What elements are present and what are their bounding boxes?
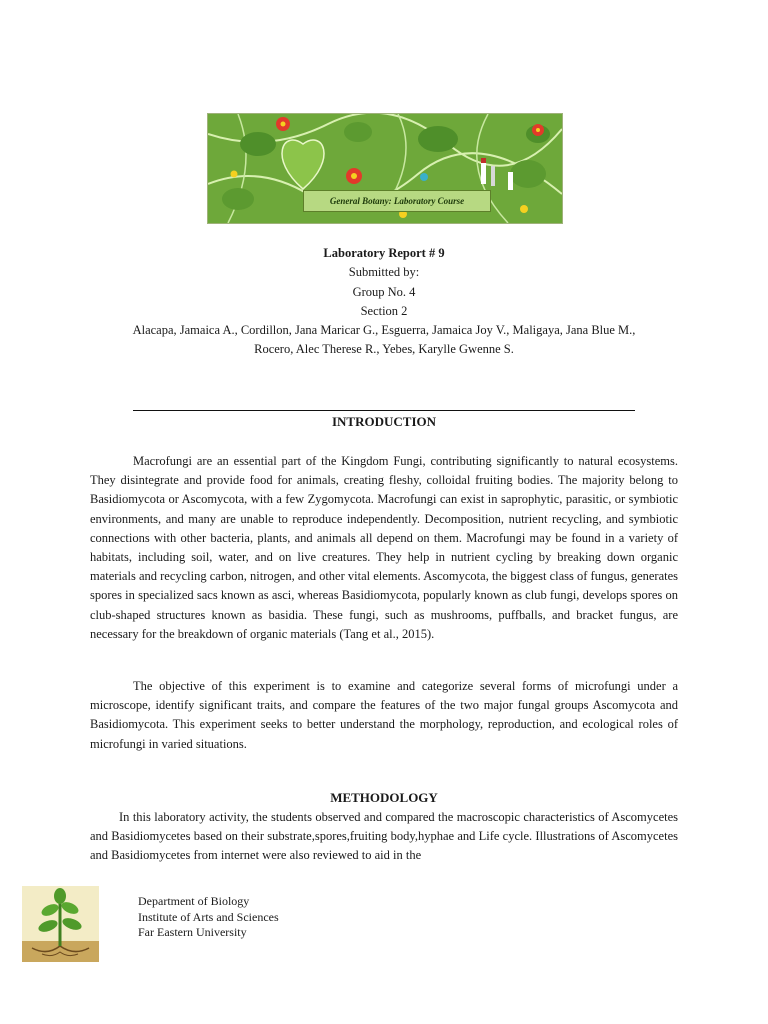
department-name: Department of Biology <box>138 894 250 908</box>
footer-institution <box>138 894 279 941</box>
group-number: Group No. 4 <box>352 284 416 299</box>
introduction-heading: INTRODUCTION <box>331 414 436 429</box>
report-title: Laboratory Report # 9 <box>323 246 445 260</box>
banner-label: General Botany: Laboratory Course <box>303 190 491 212</box>
section-number: Section 2 <box>360 303 408 318</box>
methodology-heading: METHODOLOGY <box>330 790 438 805</box>
university-name: Far Eastern University <box>138 925 247 939</box>
divider-line <box>133 410 635 411</box>
course-banner <box>207 113 563 224</box>
introduction-paragraph-2: The objective of this experiment is to examine and categorize several forms of microfungi under a microscope, identify significant traits, and compare the features of the two major fungal groups Ascomycota and Basidiomycota. This experiment seeks to better understand the morphology, reproduction, and ecological roles of microfungi in varied situations. <box>90 679 678 751</box>
methodology-paragraph-1: In this laboratory activity, the students observed and compared the macroscopic characteristics of Ascomycetes and Basidiomycetes based on their substrate,spores,fruiting body,hyphae and Life cycle. Illustrations of Ascomycetes and Basidiomycetes from internet were also reviewed to aid in the <box>90 810 678 863</box>
institute-name: Institute of Arts and Sciences <box>138 909 279 924</box>
submitted-by: Submitted by: <box>348 265 420 280</box>
report-header <box>60 244 708 360</box>
authors-line-1: Alacapa, Jamaica A., Cordillon, Jana Maricar G., Esguerra, Jamaica Joy V., Maligaya, Jana Blue M., <box>132 323 636 338</box>
seedling-logo <box>22 886 99 962</box>
authors-line-2: Rocero, Alec Therese R., Yebes, Karylle Gwenne S. <box>254 342 514 357</box>
introduction-paragraph-1: Macrofungi are an essential part of the Kingdom Fungi, contributing significantly to natural ecosystems. They disintegrate and provide food for animals, creating fleshy, colloidal fruiting bodies. The majority belong to Basidiomycota or Ascomycota, with a few Zygomycota. Macrofungi can exist in saprophytic, parasitic, or symbiotic environments, and many are unable to reproduce independently. Decomposition, nutrient recycling, and symbiotic connections with other bacteria, plants, and animals all depend on them. Macrofungi may be found in a variety of habitats, including soil, water, and on live creatures. They help in nutrient cycling by breaking down organic materials and recycling carbon, nitrogen, and other vital elements. Ascomycota, the biggest class of fungus, generates spores in specialized sacs known as asci, whereas Basidiomycota, popularly known as club fungi, develops spores on club-shaped structures known as basidia. These fungi, such as mushrooms, puffballs, and bracket fungus, are necessary for the breakdown of organic materials (Tang et al., 2015). <box>90 454 679 641</box>
